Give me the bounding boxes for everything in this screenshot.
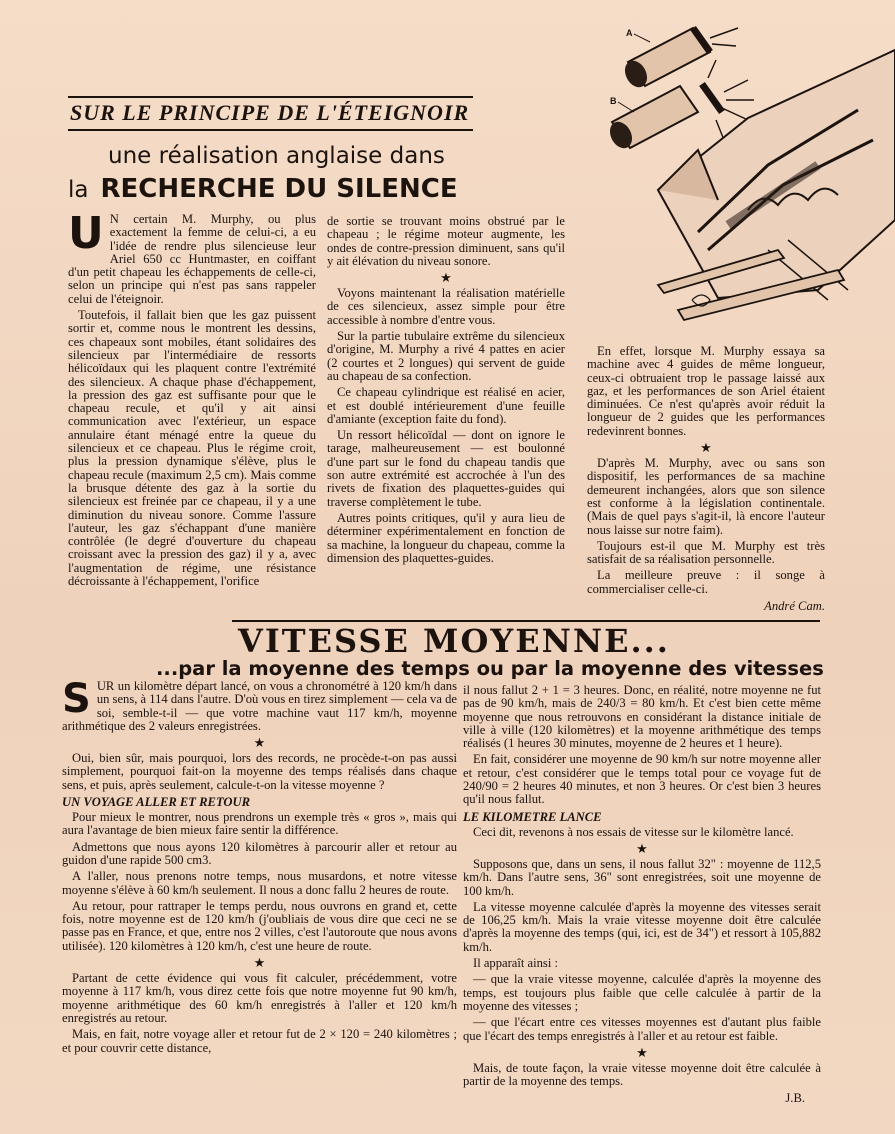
article1-paragraph-8: Autres points critiques, qu'il y aura lieu de déterminer expérimentalement en fonction de sa machine, la longueur du chapeau, comme la dimension des plaquettes-guides. (327, 510, 565, 565)
article1-headline-caps: RECHERCHE DU SILENCE (100, 174, 458, 204)
article1-star-1: ★ (440, 270, 452, 286)
article2-paragraph-6: Au retour, pour rattraper le temps perdu, nous ouvrons en grand et, cette fois, notre moyenne est de 120 km/h (j'oubliais de vous dire que ceci ne se passe pas en France, et que, entre nos 2 villes, c'est l'autoroute que nous avons utilisée). 120 kilomètres à 120 km/h, c'est une heure de route. (62, 898, 457, 953)
article2-dropcap: S (62, 676, 91, 722)
article2-paragraph-15: — que la vraie vitesse moyenne, calculée d'après la moyenne des temps, est toujours plus faible que celle calculée à partir de la moyenne des vitesses ; (463, 972, 821, 1013)
article1-column-3 (587, 345, 825, 614)
cutaway-silencer-drawing (658, 50, 895, 300)
article1-paragraph-6: Ce chapeau cylindrique est réalisé en acier, et est doublé intérieurement d'une feuille d'amiante (exception faite du fond). (327, 385, 565, 426)
article2-paragraph-8: Mais, en fait, notre voyage aller et retour fut de 2 × 120 = 240 kilomètres ; et pour couvrir cette distance, (62, 1027, 457, 1055)
article2-star-1: ★ (253, 735, 266, 751)
article2-paragraph-16: — que l'écart entre ces vitesses moyennes est d'autant plus faible que l'écart des temps enregistrés à l'aller et au retour est faible. (463, 1015, 821, 1043)
article1-headline-la: la (68, 177, 89, 203)
article1-signature: André Cam. (764, 599, 825, 614)
article2-paragraph-11: Ceci dit, revenons à nos essais de vitesse sur le kilomètre lancé. (473, 824, 794, 839)
article1-column-2 (327, 215, 565, 568)
article1-paragraph-4: Voyons maintenant la réalisation matérielle de ces silencieux, assez simple pour être accessible à nombre d'entre vous. (327, 286, 565, 327)
cylinder-a-drawing (621, 28, 738, 91)
article2-column-2 (463, 684, 821, 1106)
article1-paragraph-3: de sortie se trouvant moins obstrué par le chapeau ; le régime moteur augmente, les ondes de contre-pression diminuent, sans qu'il y ait élévation du niveau sonore. (327, 214, 565, 268)
article1-paragraph-5: Sur la partie tubulaire extrême du silencieux d'origine, M. Murphy a rivé 4 pattes en acier (2 courtes et 2 longues) qui servent de guide au chapeau de sa confection. (327, 329, 565, 383)
article1-column-1 (68, 208, 316, 591)
article1-paragraph-1: N certain M. Murphy, ou plus exactement la femme de celui-ci, a eu l'idée de rendre plus silencieuse leur Ariel 650 cc Huntmaster, en coiffant d'un petit chapeau les échappements de celle-ci, selon un principe qui n'est pas sans rappeler celui de l'éteignoir. (68, 212, 316, 306)
article2-paragraph-10: En fait, considérer une moyenne de 90 km/h sur notre moyenne aller et retour, c'est considérer que le temps total pour ce voyage fut de 240/90 = 2 heures 40 minutes, et non 3 heures. Or c'est bien 3 heures qu'il nous fallut. (463, 752, 821, 807)
article1-paragraph-2: Toutefois, il fallait bien que les gaz puissent sortir et, comme nous le montrent les dessins, ces chapeaux sont mobiles, étant solidaires des silencieux par l'intermédiaire de ressorts hélicoïdaux qui les plaquent contre l'extrémité des silencieux. A chaque phase d'échappement, la pression des gaz est suffisante pour que le chapeau recule, et qu'il y ait ainsi communication avec l'extérieur, un espace annulaire étant ménagé entre la queue du silencieux et ce chapeau. Plus le régime croit, plus la pression dynamique s'élève, plus le chapeau recule (maximum 2,5 cm). Mais comme la brusque détente des gaz à la sortie du silencieux est freinée par ce chapeau, il y a une diminution du niveau sonore. Comme l'assure l'auteur, les gaz s'échappant d'une manière contrôlée (le degré d'ouverture du chapeau croissant avec la pression des gaz) il y a, avec l'augmentation de régime, une résistance décroissante à l'échappement, l'orifice (68, 308, 316, 589)
article1-paragraph-11: Toujours est-il que M. Murphy est très satisfait de sa réalisation personnelle. (587, 538, 825, 567)
article2-paragraph-17: Mais, de toute façon, la vraie vitesse moyenne doit être calculée à partir de la moyenne des temps. (463, 1060, 821, 1089)
article2-paragraph-5: A l'aller, nous prenons notre temps, nous musardons, et notre vitesse moyenne s'élève à 60 km/h seulement. Il nous a donc fallu 2 heures de route. (62, 869, 457, 897)
silencer-illustration (598, 0, 895, 340)
article1-paragraph-9: En effet, lorsque M. Murphy essaya sa machine avec 4 guides de même longueur, ceux-ci obtruaient trop le passage laissé aux gaz, et les performances de son Ariel étaient diminuées. Ce n'est qu'après avoir réduit la longueur de 2 guides que les performances redevinrent bonnes. (587, 344, 825, 438)
article2-paragraph-2: Oui, bien sûr, mais pourquoi, lors des records, ne procède-t-on pas aussi simplement, pourquoi fait-on la moyenne des temps réalisés dans chaque sens, et puis, après seulement, calcule-t-on la vitesse moyenne ? (62, 751, 457, 792)
article2-paragraph-14: Il apparaît ainsi : (473, 956, 558, 971)
label-b: B (610, 96, 617, 106)
article1-star-2: ★ (700, 440, 712, 456)
article2-paragraph-9: il nous fallut 2 + 1 = 3 heures. Donc, en réalité, notre moyenne ne fut pas de 90 km/h, mais de 240/3 = 80 km/h. Et c'est bien cette même moyenne que nous retrouvons en considérant la distance initiale de ville à ville (120 kilomètres) et la moyenne arithmétique des temps réalisés (1 heures 30 minutes, moyenne de 2 heures et 1 heure). (463, 683, 821, 751)
article2-paragraph-4: Admettons que nous ayons 120 kilomètres à parcourir aller et retour au guidon d'une rapide 500 cm3. (62, 839, 457, 867)
article2-star-2: ★ (253, 955, 266, 971)
article2-title: VITESSE MOYENNE... (238, 622, 670, 660)
article2-paragraph-1: UR un kilomètre départ lancé, on vous a chronométré à 120 km/h dans un sens, à 114 dans l'autre. D'où vous en tirez simplement — cela va de soi, semble-t-il — que votre machine vaut 117 km/h, moyenne arithmétique des 2 valeurs enregistrées. (62, 679, 457, 733)
article1-paragraph-10: D'après M. Murphy, avec ou sans son dispositif, les performances de sa machine demeurent inchangées, alors que son silence est conforme à la législation continentale. (Mais de quel pays s'agit-il, là encore l'auteur nous laisse sur notre faim). (587, 456, 825, 537)
article2-paragraph-3: Pour mieux le montrer, nous prendrons un exemple très « gros », mais qui aura l'avantage de bien mieux faire sentir la différence. (62, 810, 457, 838)
article1-kicker: SUR LE PRINCIPE DE L'ÉTEIGNOIR (68, 96, 473, 131)
label-a: A (626, 28, 633, 38)
article2-column-1 (62, 676, 457, 1058)
article2-signature: J.B. (785, 1091, 805, 1106)
article2-subheading-2: LE KILOMETRE LANCE (463, 809, 602, 824)
article1-paragraph-12: La meilleure preuve : il songe à commercialiser celle-ci. (587, 568, 825, 596)
article2-subheading-1: UN VOYAGE ALLER ET RETOUR (62, 795, 250, 810)
article1-dropcap: U (68, 208, 104, 259)
article2-paragraph-12: Supposons que, dans un sens, il nous fallut 32" : moyenne de 112,5 km/h. Dans l'autre sens, 36" sont enregistrées, soit une moyenne de 100 km/h. (463, 856, 821, 898)
article2-subtitle: ...par la moyenne des temps ou par la moyenne des vitesses (156, 657, 824, 680)
article1-headline-line1: une réalisation anglaise dans (108, 143, 445, 169)
article1-paragraph-7: Un ressort hélicoïdal — dont on ignore le tarage, malheureusement — est boulonné d'une part sur le fond du chapeau tandis que son autre extrémité est accrochée à l'un des rivets de fixation des plaquettes-guides qui traverse complètement le tube. (327, 428, 565, 509)
article2-paragraph-7: Partant de cette évidence qui vous fit calculer, précédemment, votre moyenne à 117 km/h, vous direz cette fois que notre moyenne fut 90 km/h, moyenne arithmétique des 60 km/h enregistrés à l'aller et 120 km/h enregistrés au retour. (62, 971, 457, 1025)
article2-star-3: ★ (636, 840, 648, 856)
article2-star-4: ★ (636, 1044, 648, 1060)
article1-headline-line2 (68, 174, 458, 204)
article2-paragraph-13: La vitesse moyenne calculée d'après la moyenne des vitesses serait de 106,25 km/h. Mais la vraie vitesse moyenne doit être calculée d'après la moyenne des temps (qui, ici, est de 34") et ressort à 105,882 km/h. (463, 899, 821, 954)
